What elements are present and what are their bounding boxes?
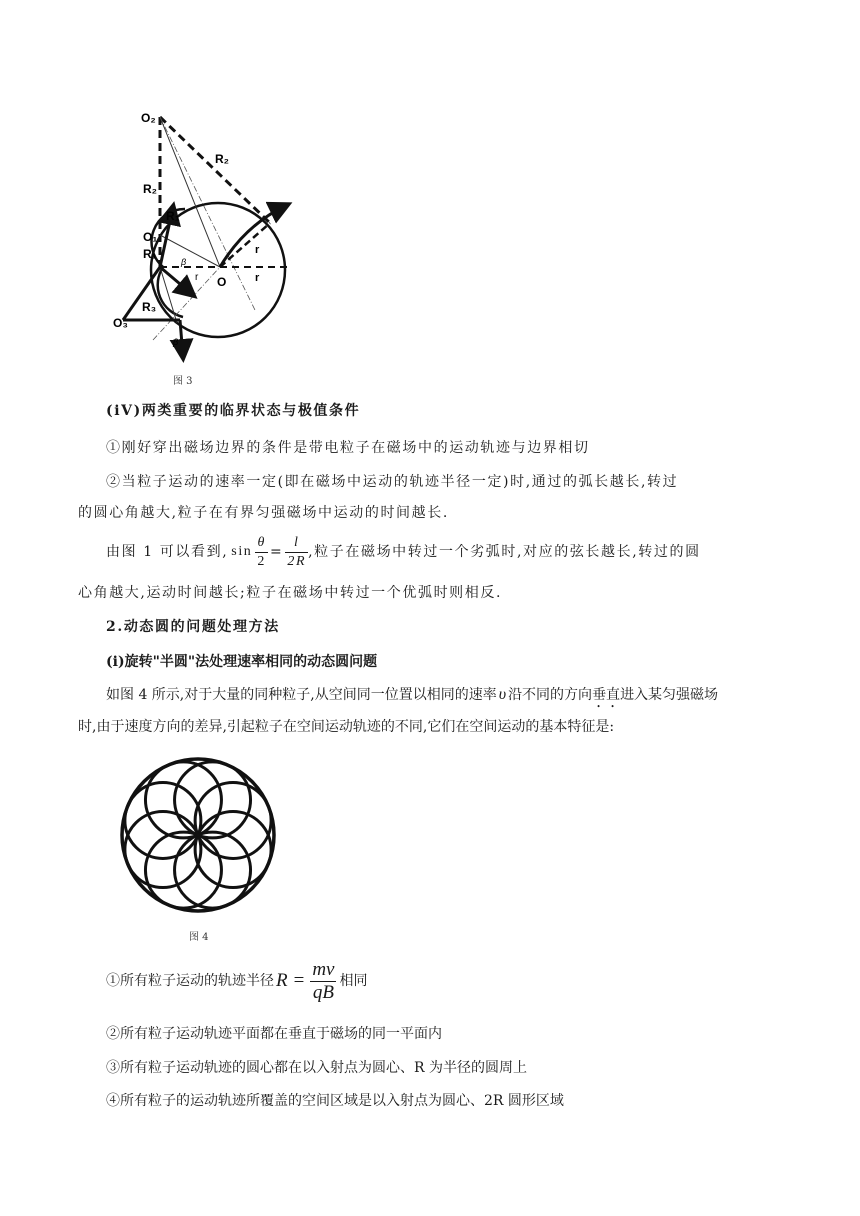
para-part-c: 进入某匀强磁场 [620,687,719,703]
2r-symbol: 2R [287,553,307,569]
velocity-symbol: υ [498,686,507,703]
label-o2: O₂ [141,111,156,125]
section-iv-p1: ①刚好穿出磁场边界的条件是带电粒子在磁场中的运动轨迹与边界相切 [106,440,590,456]
figure-4-caption: 图 4 [189,932,209,943]
section-2-subheading: (i)旋转"半圆"法处理速率相同的动态圆问题 [106,654,378,670]
p3-post: ,粒子在磁场中转过一个劣弧时,对应的弦长越长,转过的圆 [308,544,701,560]
label-beta-bottom: β [173,337,179,347]
label-beta-top: β [181,257,187,267]
theta: θ [255,534,268,553]
label-r3: R₃ [142,300,157,314]
label-r-a: r [195,272,199,283]
feature-3: ③所有粒子运动轨迹的圆心都在以入射点为圆心、R 为半径的圆周上 [106,1060,527,1076]
label-o: O [217,275,227,289]
feature-1-eq: = [293,970,305,991]
label-o3: O₃ [113,316,128,330]
label-r-b: r [255,244,260,256]
feature-1-post: 相同 [339,973,368,989]
section-iv-p2-line2: 的圆心角越大,粒子在有界匀强磁场中运动的时间越长. [78,505,449,521]
l-symbol: l [285,534,308,553]
figure-3-caption: 图 3 [173,376,193,387]
fraction-mv-over-qb [310,959,336,1004]
fraction-l-over-2r [285,534,308,571]
feature-4: ④所有粒子的运动轨迹所覆盖的空间区域是以入射点为圆心、2R 圆形区域 [106,1093,564,1109]
label-r1-lower: R₁ [143,247,157,261]
label-r-c: r [255,272,260,284]
section-iv-heading: (iV)两类重要的临界状态与极值条件 [106,403,361,419]
figure-3-diagram [105,105,305,370]
para-part-a: 如图 4 所示,对于大量的同种粒子,从空间同一位置以相同的速率 [106,687,497,703]
feature-1 [106,956,367,1006]
figure-4-diagram [118,755,278,915]
label-r1-upper: R₁ [166,209,180,223]
feature-2: ②所有粒子运动轨迹平面都在垂直于磁场的同一平面内 [106,1026,442,1042]
section-iv-p3-line1 [106,530,701,574]
section-iv-p2-line1: ②当粒子运动的速率一定(即在磁场中运动的轨迹半径一定)时,通过的弧长越长,转过 [106,474,679,490]
large-circle [151,203,285,337]
label-o1: O₁ [143,230,158,244]
feature-1-pre: ①所有粒子运动的轨迹半径 [106,973,274,989]
mv-symbol: mv [312,958,335,980]
figure-4 [118,755,278,915]
two: 2 [257,553,267,569]
emphasized-word: 垂直 [592,687,621,703]
label-r2-vert: R₂ [143,182,157,196]
section-2-para-line1 [106,685,718,711]
p3-pre: 由图 1 可以看到, [106,544,229,560]
figure-3 [105,105,305,370]
fraction-theta-over-2 [255,534,268,571]
p3-eq: = [270,544,284,560]
section-2-para-line2: 时,由于速度方向的差异,引起粒子在空间运动轨迹的不同,它们在空间运动的基本特征是: [78,719,615,735]
label-r2-slant: R₂ [215,152,229,166]
radius-symbol: R [276,970,288,991]
p3-sin: sin [231,544,253,559]
para-part-b: 沿不同的方向 [508,687,593,703]
qb-symbol: qB [312,981,334,1003]
section-iv-p3-line2: 心角越大,运动时间越长;粒子在磁场中转过一个优弧时则相反. [78,585,503,601]
section-2-heading: 2.动态圆的问题处理方法 [106,619,280,635]
